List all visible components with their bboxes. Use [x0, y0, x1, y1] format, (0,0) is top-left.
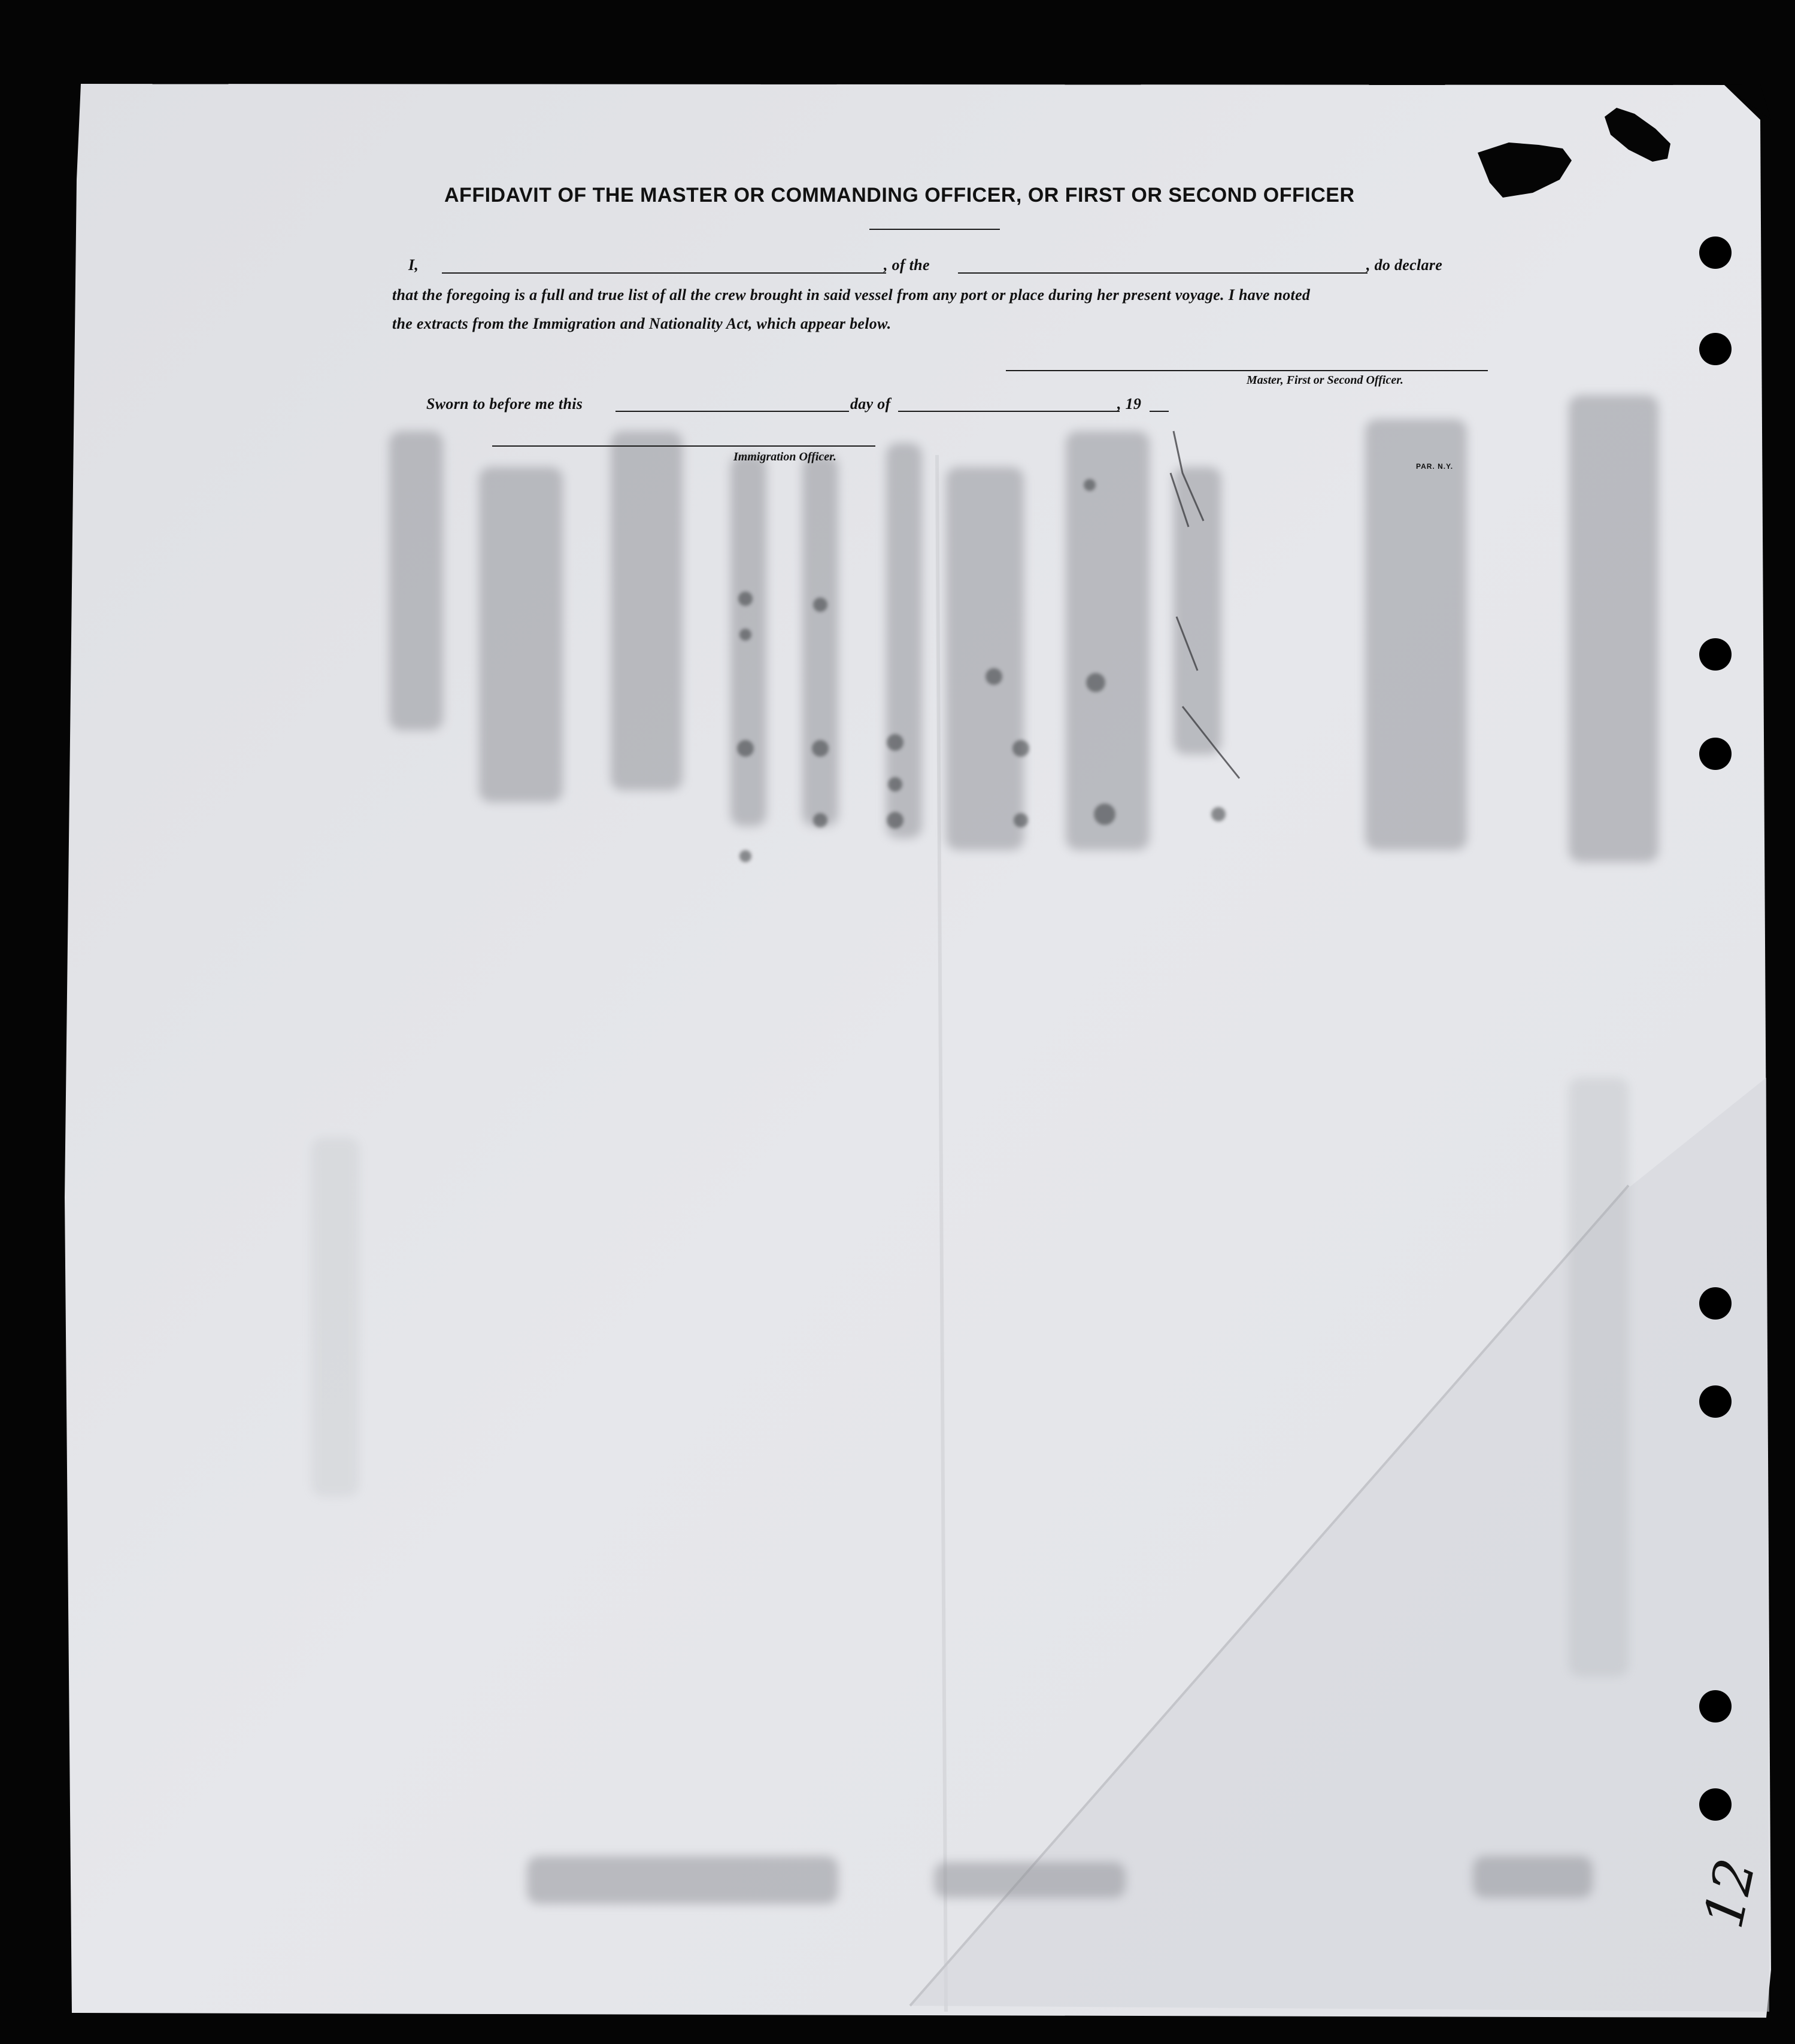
punch-hole — [1699, 333, 1732, 365]
vessel-prefix: , of the — [884, 256, 930, 274]
declarant-prefix: I, — [408, 256, 419, 274]
punch-hole — [1699, 1788, 1732, 1821]
master-signature-label: Master, First or Second Officer. — [1247, 374, 1403, 387]
sworn-year-prefix: , 19 — [1117, 395, 1142, 413]
handwritten-page-number: 12 — [1692, 1853, 1768, 1934]
immigration-officer-line — [492, 445, 875, 447]
punch-hole — [1699, 738, 1732, 770]
declarant-name-line — [442, 272, 886, 274]
affidavit-statement-line-3: the extracts from the Immigration and Nationality Act, which appear below. — [392, 315, 892, 332]
form-code: PAR. N.Y. — [1416, 462, 1454, 471]
affidavit-title: AFFIDAVIT OF THE MASTER OR COMMANDING OFFICER, OR FIRST OR SECOND OFFICER — [444, 184, 1355, 207]
affidavit-statement-line-2: that the foregoing is a full and true list of all the crew brought in said vessel from any port or place during her present voyage. I have noted — [392, 286, 1311, 304]
sworn-year-line — [1150, 411, 1169, 412]
title-underline — [869, 229, 1000, 230]
sworn-day-of: day of — [850, 395, 891, 413]
immigration-officer-label: Immigration Officer. — [733, 450, 836, 463]
punch-hole — [1699, 1385, 1732, 1418]
punch-hole — [1699, 1287, 1732, 1320]
punch-hole — [1699, 236, 1732, 269]
sworn-prefix: Sworn to before me this — [426, 395, 583, 413]
master-signature-line — [1006, 370, 1488, 371]
declare-suffix: , do declare — [1366, 256, 1443, 274]
punch-hole — [1699, 1690, 1732, 1722]
punch-hole — [1699, 638, 1732, 671]
sworn-month-line — [898, 411, 1120, 412]
vessel-name-line — [958, 272, 1368, 274]
sworn-day-line — [615, 411, 849, 412]
